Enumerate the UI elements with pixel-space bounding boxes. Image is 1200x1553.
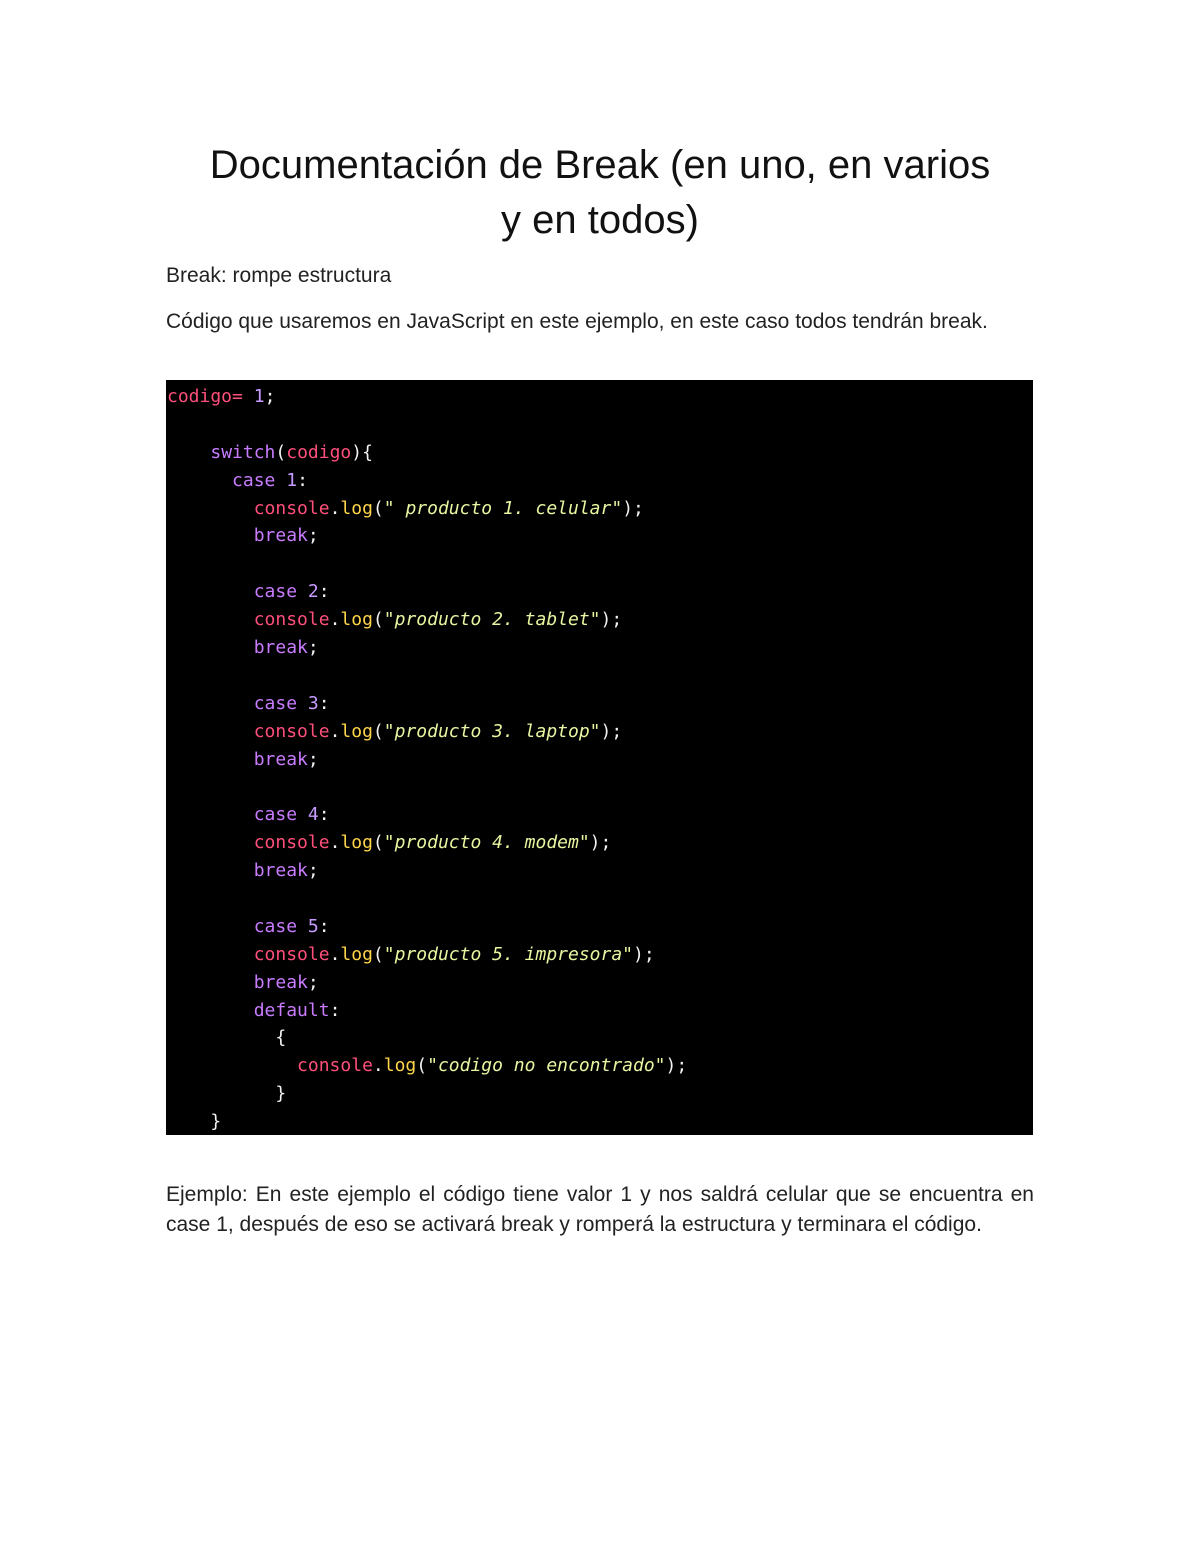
code-token: } [167, 1111, 222, 1133]
code-token: ( [372, 943, 384, 965]
code-token: log [340, 609, 373, 631]
code-token: 1 [253, 386, 265, 407]
code-token [167, 972, 254, 993]
code-token: = [232, 386, 243, 407]
code-token: console [253, 609, 330, 631]
title-line-2: y en todos) [501, 198, 699, 242]
code-token: break [253, 971, 308, 993]
code-token: console [297, 1055, 373, 1077]
code-line [167, 829, 1033, 857]
code-token: log [340, 832, 373, 854]
code-line [167, 913, 1033, 941]
code-token: 4 [307, 804, 319, 826]
code-token: ( [372, 832, 384, 854]
code-token [167, 609, 254, 630]
code-line [167, 606, 1033, 634]
code-token: "producto 2. tablet" [383, 609, 601, 631]
code-token [167, 1000, 254, 1021]
code-token: log [340, 497, 373, 519]
code-token: . [329, 497, 341, 519]
description-paragraph: Código que usaremos en JavaScript en este ejemplo, en este caso todos tendrán break. [166, 310, 988, 333]
code-token [275, 470, 286, 491]
code-token: console [253, 720, 330, 742]
code-token: . [329, 943, 341, 965]
code-token: ; [307, 860, 319, 882]
code-token: ); [589, 832, 612, 854]
code-token: console [253, 832, 330, 854]
code-token [167, 470, 232, 491]
example-paragraph: Ejemplo: En este ejemplo el código tiene valor 1 y nos saldrá celular que se encuentra en case 1, después de eso se activará break y romperá la estructura y terminara el código. [166, 1183, 1034, 1236]
code-line [167, 997, 1033, 1025]
code-token [167, 693, 254, 714]
title-line-1: Documentación de Break (en uno, en varios [209, 143, 991, 187]
code-line [167, 495, 1033, 523]
code-line [167, 746, 1033, 774]
code-token: ; [307, 637, 319, 659]
code-token: } [167, 1083, 287, 1105]
code-token: log [340, 720, 373, 742]
code-token: switch [210, 441, 276, 463]
code-token: ); [622, 497, 644, 519]
code-token [167, 442, 210, 463]
code-token [167, 916, 254, 937]
code-token: break [253, 525, 308, 547]
code-token: case [253, 581, 298, 603]
code-token: ; [307, 971, 319, 993]
code-token: . [329, 720, 341, 742]
code-token: ; [307, 525, 319, 547]
code-token: ( [372, 609, 384, 631]
code-token: "producto 3. laptop" [383, 720, 601, 742]
code-line [167, 467, 1033, 495]
code-line [167, 662, 1033, 690]
code-token: break [253, 860, 308, 882]
code-token [297, 916, 308, 937]
code-token: ); [633, 943, 655, 965]
code-token: log [340, 943, 373, 965]
code-token: 3 [307, 692, 319, 714]
code-token [167, 804, 254, 825]
code-token: " producto 1. celular" [383, 497, 623, 519]
code-line [167, 941, 1033, 969]
code-line [167, 578, 1033, 606]
code-line [167, 1024, 1033, 1052]
code-token: : [297, 469, 308, 491]
code-token: log [383, 1055, 417, 1077]
code-token: "codigo no encontrado" [427, 1055, 666, 1077]
code-token [167, 498, 254, 519]
code-token: ){ [351, 441, 373, 463]
code-line [167, 634, 1033, 662]
code-token: ; [264, 386, 276, 407]
code-token: 1 [286, 469, 298, 491]
code-token [167, 581, 254, 602]
intro-paragraph: Break: rompe estructura [166, 264, 392, 287]
code-token: console [253, 497, 330, 519]
code-line [167, 718, 1033, 746]
code-token: 2 [307, 581, 319, 603]
code-token: ; [307, 748, 319, 770]
code-token: { [167, 1027, 287, 1049]
code-token: : [318, 804, 330, 826]
code-token: "producto 4. modem" [383, 832, 590, 854]
code-token: case [232, 469, 276, 491]
code-token [297, 804, 308, 825]
code-token: ); [665, 1055, 688, 1077]
code-token [167, 832, 254, 853]
code-token [167, 1055, 297, 1076]
code-token [167, 525, 254, 546]
code-token [167, 860, 254, 881]
code-line [167, 857, 1033, 885]
code-token [243, 386, 254, 407]
code-token: ( [416, 1055, 428, 1077]
code-token: ( [275, 441, 287, 463]
code-token: case [253, 804, 298, 826]
code-line [167, 411, 1033, 439]
code-line [167, 1052, 1033, 1080]
code-token: . [329, 832, 341, 854]
code-line [167, 522, 1033, 550]
code-token: : [318, 581, 330, 603]
code-token: default [253, 999, 330, 1021]
code-line [167, 439, 1033, 467]
code-token: . [372, 1055, 384, 1077]
code-token: case [253, 692, 298, 714]
code-token: ( [372, 497, 384, 519]
code-token: ); [600, 720, 623, 742]
code-token: "producto 5. impresora" [383, 943, 634, 965]
code-token: codigo [286, 441, 352, 463]
code-line [167, 383, 1033, 411]
code-line [167, 969, 1033, 997]
code-token: codigo [167, 386, 233, 407]
code-token: break [253, 748, 308, 770]
code-token: : [318, 692, 330, 714]
code-token [167, 721, 254, 742]
code-line [167, 550, 1033, 578]
code-token: 5 [307, 915, 319, 937]
code-line [167, 690, 1033, 718]
code-token: : [329, 999, 341, 1021]
code-token: ); [600, 609, 623, 631]
code-token: : [318, 915, 330, 937]
code-token [167, 637, 254, 658]
code-token: console [253, 943, 330, 965]
document-title [166, 138, 1034, 248]
code-token [167, 944, 254, 965]
code-block [166, 380, 1033, 1135]
code-listing [166, 380, 1033, 1135]
code-token: break [253, 637, 308, 659]
code-token: . [329, 609, 341, 631]
code-token: ( [372, 720, 384, 742]
code-token [167, 749, 254, 770]
code-line [167, 801, 1033, 829]
code-line [167, 1080, 1033, 1108]
code-token [297, 581, 308, 602]
code-token [297, 693, 308, 714]
code-line [167, 1108, 1033, 1135]
code-token: case [253, 915, 298, 937]
code-line [167, 773, 1033, 801]
code-line [167, 885, 1033, 913]
